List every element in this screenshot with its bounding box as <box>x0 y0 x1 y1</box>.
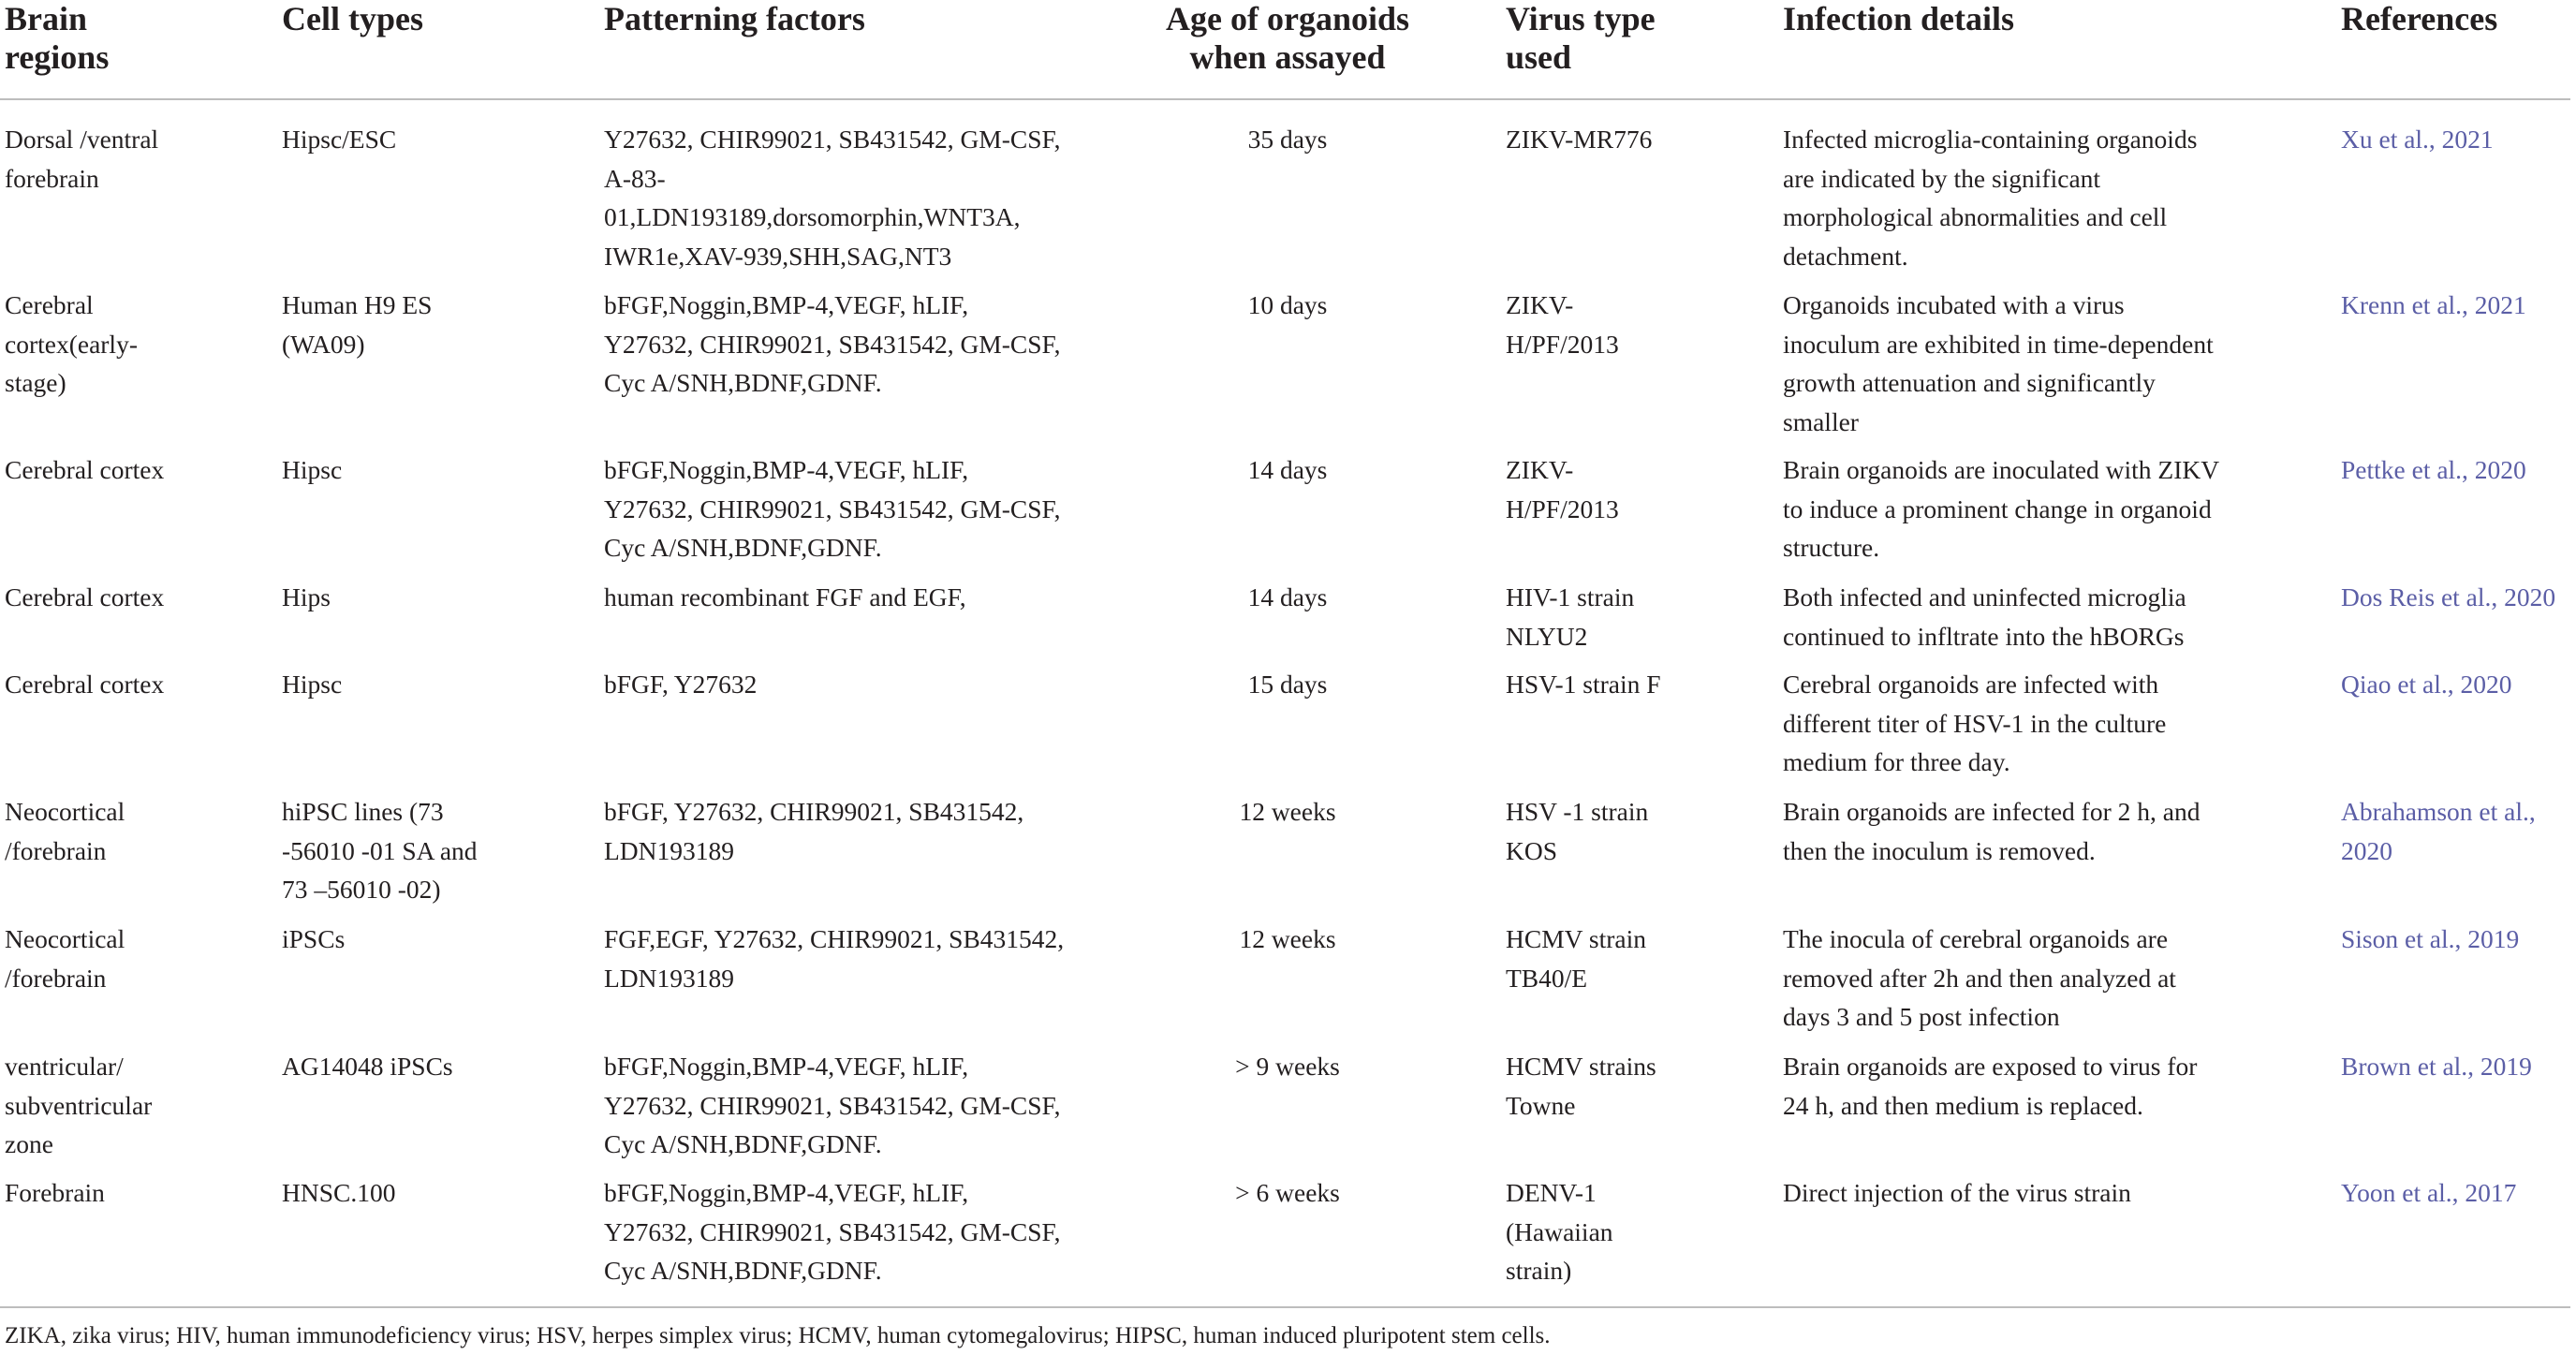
cell-factors: bFGF,Noggin,BMP-4,VEGF, hLIF, Y27632, CHIR99021, SB431542, GM-CSF, Cyc A/SNH,BDNF,GDNF. <box>604 1052 1061 1158</box>
cell-details: Brain organoids are exposed to virus for 24 h, and then medium is replaced. <box>1783 1052 2198 1120</box>
cell-region: Neocortical /forebrain <box>5 797 125 865</box>
cell-reference-link[interactable]: Krenn et al., 2021 <box>2341 290 2526 319</box>
cell-region: Cerebral cortex <box>5 455 165 484</box>
cell-details: The inocula of cerebral organoids are removed after 2h and then analyzed at days 3 and 5 post infection <box>1783 924 2176 1031</box>
cell-region: ventricular/ subventricular zone <box>5 1052 153 1158</box>
cell-cell-types: HNSC.100 <box>282 1178 396 1207</box>
cell-age: > 9 weeks <box>1235 1052 1340 1081</box>
cell-cell-types: iPSCs <box>282 924 346 953</box>
cell-factors: bFGF,Noggin,BMP-4,VEGF, hLIF, Y27632, CHIR99021, SB431542, GM-CSF, Cyc A/SNH,BDNF,GDNF. <box>604 455 1061 562</box>
cell-cell-types: hiPSC lines (73 -56010 -01 SA and 73 –56010 -02) <box>282 797 478 904</box>
cell-details: Cerebral organoids are infected with different titer of HSV-1 in the culture medium for three day. <box>1783 670 2167 776</box>
cell-reference-link[interactable]: Pettke et al., 2020 <box>2341 455 2526 484</box>
cell-age: 15 days <box>1247 670 1328 699</box>
header-cell-types: Cell types <box>282 0 423 37</box>
cell-cell-types: Hipsc/ESC <box>282 125 397 154</box>
cell-details: Brain organoids are infected for 2 h, and then the inoculum is removed. <box>1783 797 2201 865</box>
cell-cell-types: AG14048 iPSCs <box>282 1052 453 1081</box>
cell-reference-link[interactable]: Sison et al., 2019 <box>2341 924 2520 953</box>
cell-factors: human recombinant FGF and EGF, <box>604 582 966 611</box>
cell-virus: HIV-1 strain NLYU2 <box>1506 582 1635 651</box>
cell-age: 10 days <box>1247 290 1328 319</box>
cell-reference-link[interactable]: Xu et al., 2021 <box>2341 125 2494 154</box>
cell-virus: HCMV strain TB40/E <box>1506 924 1646 993</box>
cell-reference-link[interactable]: Dos Reis et al., 2020 <box>2341 582 2556 611</box>
cell-region: Cerebral cortex <box>5 670 165 699</box>
cell-age: 12 weeks <box>1239 797 1336 826</box>
cell-age: > 6 weeks <box>1235 1178 1340 1207</box>
cell-region: Cerebral cortex(early- stage) <box>5 290 138 397</box>
cell-reference-link[interactable]: Qiao et al., 2020 <box>2341 670 2512 699</box>
cell-virus: ZIKV- H/PF/2013 <box>1506 290 1619 359</box>
cell-reference-link[interactable]: Abrahamson et al., 2020 <box>2341 797 2536 865</box>
cell-details: Brain organoids are inoculated with ZIKV to induce a prominent change in organoid structure. <box>1783 455 2220 562</box>
cell-factors: bFGF,Noggin,BMP-4,VEGF, hLIF, Y27632, CHIR99021, SB431542, GM-CSF, Cyc A/SNH,BDNF,GDNF. <box>604 290 1061 397</box>
header-brain-regions: Brain regions <box>5 0 110 76</box>
header-age: Age of organoids when assayed <box>1166 0 1409 76</box>
cell-cell-types: Hipsc <box>282 670 343 699</box>
cell-virus: ZIKV-MR776 <box>1506 125 1653 154</box>
cell-region: Neocortical /forebrain <box>5 924 125 993</box>
header-references: References <box>2341 0 2498 37</box>
cell-reference-link[interactable]: Yoon et al., 2017 <box>2341 1178 2517 1207</box>
header-virus-type: Virus type used <box>1506 0 1656 76</box>
cell-virus: HCMV strains Towne <box>1506 1052 1656 1120</box>
cell-details: Both infected and uninfected microglia continued to infltrate into the hBORGs <box>1783 582 2186 651</box>
cell-cell-types: Hips <box>282 582 331 611</box>
cell-factors: bFGF,Noggin,BMP-4,VEGF, hLIF, Y27632, CHIR99021, SB431542, GM-CSF, Cyc A/SNH,BDNF,GDNF. <box>604 1178 1061 1285</box>
header-patterning-factors: Patterning factors <box>604 0 865 37</box>
cell-factors: bFGF, Y27632 <box>604 670 758 699</box>
cell-region: Cerebral cortex <box>5 582 165 611</box>
cell-virus: HSV -1 strain KOS <box>1506 797 1649 865</box>
header-rule <box>0 98 2570 100</box>
cell-age: 35 days <box>1247 125 1328 154</box>
cell-region: Dorsal /ventral forebrain <box>5 125 159 193</box>
cell-details: Organoids incubated with a virus inoculum are exhibited in time-dependent growth attenuation and significantly smaller <box>1783 290 2214 436</box>
cell-cell-types: Hipsc <box>282 455 343 484</box>
cell-age: 14 days <box>1247 455 1328 484</box>
cell-cell-types: Human H9 ES (WA09) <box>282 290 433 359</box>
table-footnote: ZIKA, zika virus; HIV, human immunodeficiency virus; HSV, herpes simplex virus; HCMV, human cytomegalovirus; HIPSC, human induced pluripotent stem cells. <box>5 1323 1551 1348</box>
cell-reference-link[interactable]: Brown et al., 2019 <box>2341 1052 2532 1081</box>
cell-factors: FGF,EGF, Y27632, CHIR99021, SB431542, LDN193189 <box>604 924 1065 993</box>
cell-factors: Y27632, CHIR99021, SB431542, GM-CSF, A-83- 01,LDN193189,dorsomorphin,WNT3A, IWR1e,XAV-939,SHH,SAG,NT3 <box>604 125 1061 271</box>
cell-factors: bFGF, Y27632, CHIR99021, SB431542, LDN193189 <box>604 797 1024 865</box>
cell-details: Infected microglia-containing organoids are indicated by the significant morphological abnormalities and cell detachment. <box>1783 125 2198 271</box>
cell-virus: HSV-1 strain F <box>1506 670 1661 699</box>
cell-region: Forebrain <box>5 1178 105 1207</box>
cell-virus: ZIKV- H/PF/2013 <box>1506 455 1619 523</box>
cell-age: 14 days <box>1247 582 1328 611</box>
header-infection-details: Infection details <box>1783 0 2014 37</box>
footer-rule <box>0 1306 2570 1308</box>
cell-virus: DENV-1 (Hawaiian strain) <box>1506 1178 1613 1285</box>
cell-age: 12 weeks <box>1239 924 1336 953</box>
cell-details: Direct injection of the virus strain <box>1783 1178 2131 1207</box>
